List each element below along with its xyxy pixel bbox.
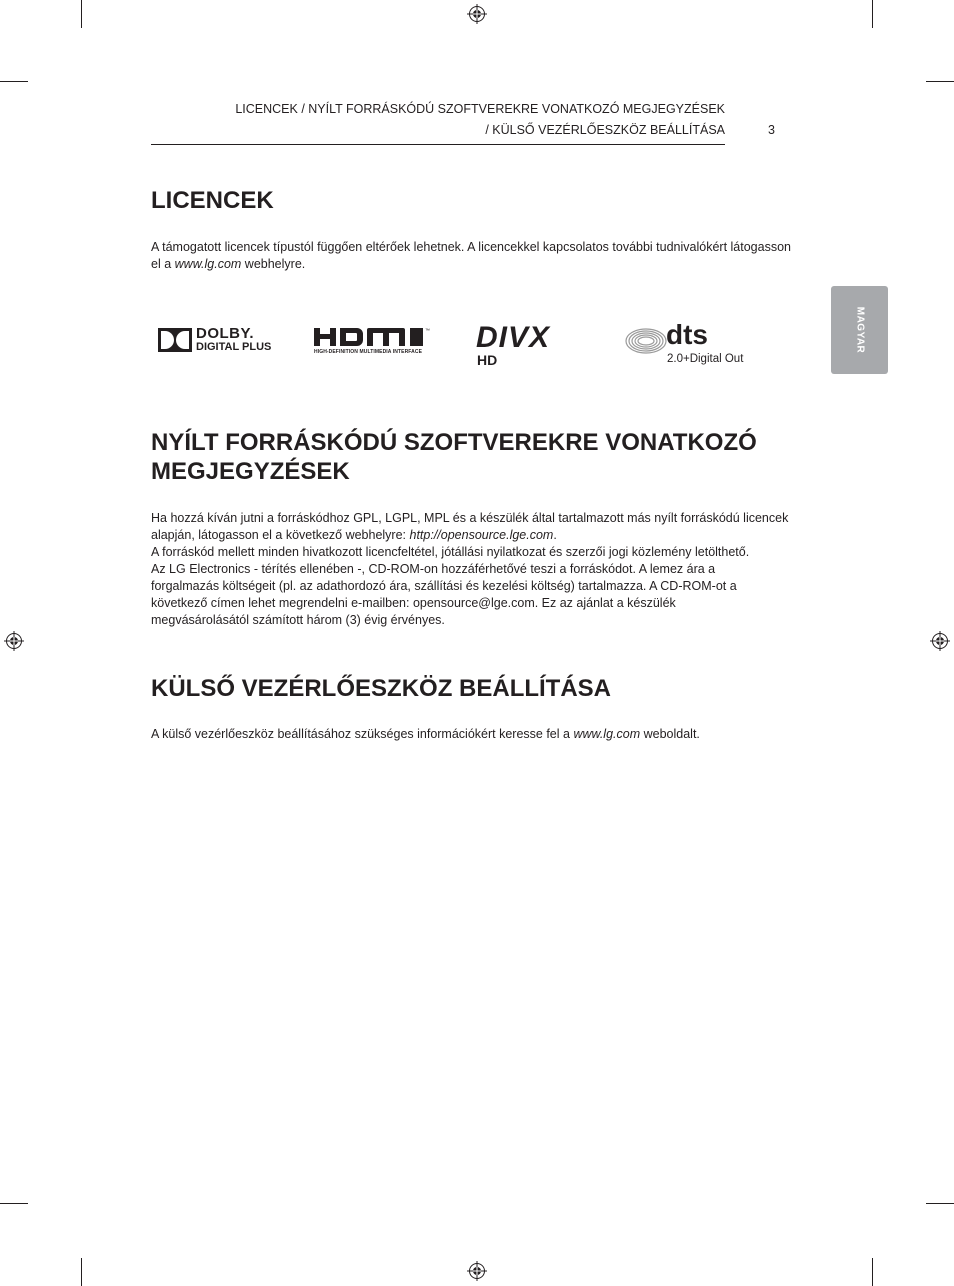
- dolby-wordmark: DOLBY.: [196, 325, 255, 342]
- divx-hd-label: HD: [477, 352, 498, 368]
- external-control-text: [151, 726, 791, 743]
- dts-logo: [624, 319, 748, 370]
- open-source-p1-after: .: [553, 528, 557, 542]
- registration-mark-icon: [467, 4, 487, 24]
- open-source-heading: NYÍLT FORRÁSKÓDÚ SZOFTVEREKRE VONATKOZÓ MEGJEGYZÉSEK: [151, 429, 757, 485]
- crop-mark: [926, 81, 954, 82]
- open-source-link: http://opensource.lge.com: [409, 528, 554, 542]
- open-source-p2: A forráskód mellett minden hivatkozott licencfeltétel, jótállási nyilatkozat és szerzői jogi közlemény letölthető.: [151, 545, 750, 559]
- language-tab: [831, 286, 888, 374]
- crop-mark: [872, 0, 873, 28]
- crop-mark: [0, 1203, 28, 1204]
- registration-mark-icon: [4, 631, 24, 651]
- crop-mark: [926, 1203, 954, 1204]
- hdmi-tagline: HIGH-DEFINITION MULTIMEDIA INTERFACE: [314, 349, 423, 355]
- licences-text: [151, 239, 791, 273]
- registration-mark-icon: [467, 1261, 487, 1281]
- header-divider: [151, 144, 725, 145]
- registration-mark-icon: [930, 631, 950, 651]
- licences-text-before: A támogatott licencek típustól függően eltérőek lehetnek. A licencekkel kapcsolatos további tudnivalókért látogasson el a: [151, 240, 791, 271]
- dts-subtitle: 2.0+Digital Out: [667, 353, 744, 365]
- hdmi-logo: [313, 326, 433, 358]
- open-source-p1-before: Ha hozzá kíván jutni a forráskódhoz GPL, LGPL, MPL és a készülék által tartalmazott más nyílt forráskódú licencek alapján, látogasson el a következő webhelyre:: [151, 511, 789, 542]
- language-tab-label: MAGYAR: [854, 306, 865, 354]
- dolby-digital-plus-logo: [158, 326, 283, 354]
- licences-link: www.lg.com: [174, 257, 242, 271]
- crop-mark: [0, 81, 28, 82]
- divx-hd-logo: [476, 322, 586, 368]
- open-source-p3: Az LG Electronics - térítés ellenében -, CD-ROM-on hozzáférhetővé teszi a forráskódot. A lemez ára a forgalmazás költségeit (pl. az adathordozó ára, szállítási és kezelési költség) tartalmazza. A CD-ROM-ot a következő címen lehet megrendelni e-mailben: opensource@lge.com. Ez az ajánlat a készülék megvásárolásától számított három (3) évig érvényes.: [151, 562, 737, 627]
- external-link: www.lg.com: [573, 727, 641, 741]
- licences-text-after: webhelyre.: [241, 257, 306, 271]
- crop-mark: [81, 0, 82, 28]
- dolby-subtitle: DIGITAL PLUS: [196, 341, 272, 353]
- dolby-double-d-icon: [158, 328, 192, 352]
- running-header-line2: / KÜLSŐ VEZÉRLŐESZKÖZ BEÁLLÍTÁSA: [485, 123, 725, 137]
- external-text-after: weboldalt.: [640, 727, 700, 741]
- external-text-before: A külső vezérlőeszköz beállításához szükséges információkért keresse fel a: [151, 727, 574, 741]
- licences-heading: LICENCEK: [151, 187, 274, 214]
- dts-swoosh-icon: [624, 326, 668, 356]
- hdmi-wordmark-icon: [313, 326, 433, 348]
- crop-mark: [81, 1258, 82, 1286]
- divx-wordmark: DIVX: [476, 321, 551, 354]
- open-source-text: [151, 510, 791, 629]
- page-number: 3: [768, 123, 775, 137]
- crop-mark: [872, 1258, 873, 1286]
- running-header-line1: LICENCEK / NYÍLT FORRÁSKÓDÚ SZOFTVEREKRE VONATKOZÓ MEGJEGYZÉSEK: [235, 102, 725, 116]
- dts-wordmark: dts: [666, 319, 708, 350]
- svg-text:™: ™: [425, 328, 430, 334]
- external-control-heading: KÜLSŐ VEZÉRLŐESZKÖZ BEÁLLÍTÁSA: [151, 675, 612, 702]
